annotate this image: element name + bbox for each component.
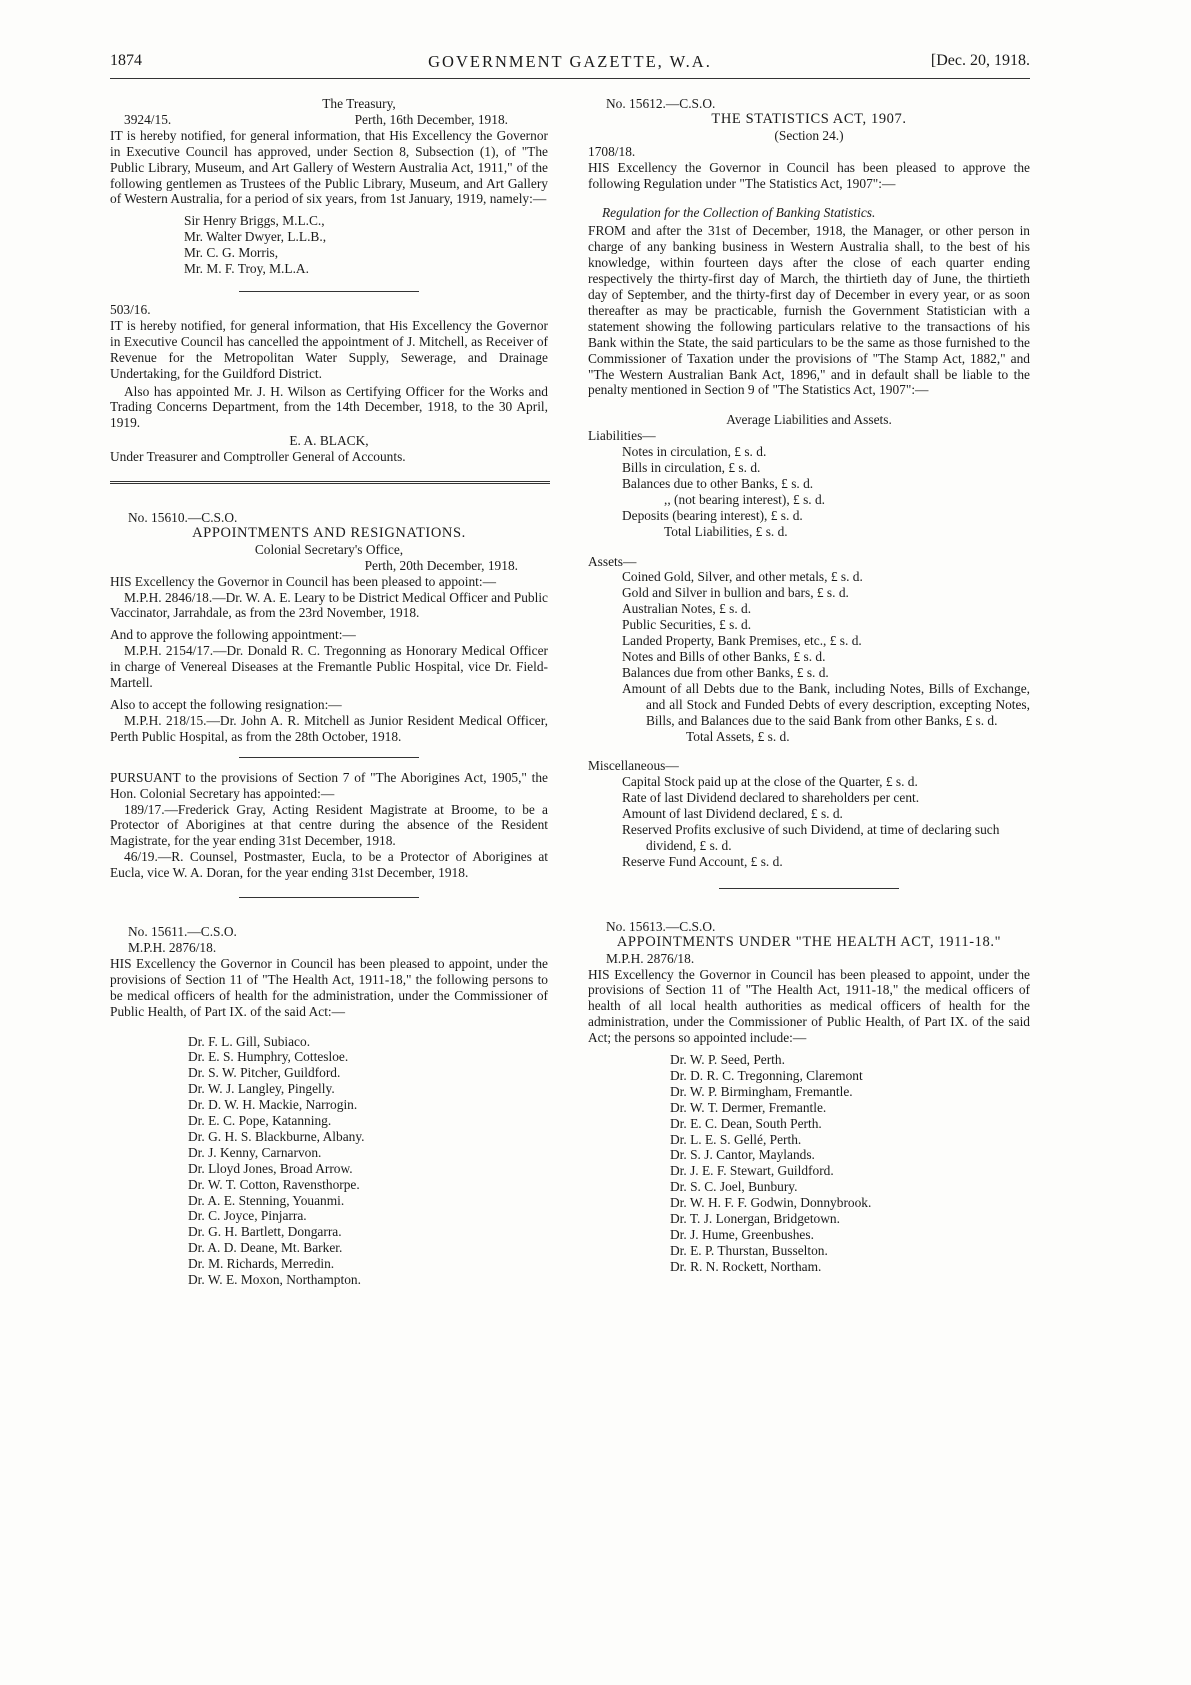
page-number: 1874	[110, 52, 142, 69]
doctor-entry: Dr. E. C. Dean, South Perth.	[670, 1115, 822, 1131]
doctor-entry: Dr. W. J. Langley, Pingelly.	[188, 1081, 335, 1097]
doctor-entry: Dr. J. Hume, Greenbushes.	[670, 1227, 814, 1242]
list-item: Landed Property, Bank Premises, etc., £ s. d.	[622, 633, 862, 649]
left-column	[110, 96, 548, 1288]
trustee-name: Sir Henry Briggs, M.L.C.,	[184, 213, 325, 229]
regulation-body: FROM and after the 31st of December, 1918, the Manager, or other person in charge of any banking business in Western Australia shall, to the best of his knowledge, within fourteen days after the close of each quarter ending respectively the thirty-first day of March, the thirtieth day of June, the thirtieth day of September, and the thirty-first day of December in every year, or as soon thereafter as may be practicable, furnish the Government Statistician with a statement showing the following particulars relative to the transactions of his Bank within the State, the said particulars to be the same as those furnished to the Commissioner of Taxation under the provisions of "The Stamp Act, 1882," and "The Western Australian Bank Act, 1896," and in default shall be liable to the penalty mentioned in Section 9 of "The Statistics Act, 1907":—	[588, 223, 1030, 398]
notice-ref: M.P.H. 2876/18.	[606, 950, 695, 966]
right-column	[588, 96, 1030, 1275]
appointment-item: 46/19.—R. Counsel, Postmaster, Eucla, to be a Protector of Aborigines at Eucla, vice W. A. Doran, for the year ending 31st December, 1918.	[110, 849, 548, 881]
statistics-intro: HIS Excellency the Governor in Council has been pleased to approve the following Regulation under "The Statistics Act, 1907":—	[588, 159, 1030, 191]
trustee-name: Mr. Walter Dwyer, L.L.B.,	[184, 229, 327, 245]
doctor-entry: Dr. E. S. Humphry, Cottesloe.	[188, 1049, 349, 1065]
doctor-entry: Dr. F. L. Gill, Subiaco.	[188, 1033, 311, 1049]
intro: And to approve the following appointment:—	[110, 627, 356, 643]
section-title: THE STATISTICS ACT, 1907.	[711, 110, 907, 127]
section-subtitle: (Section 24.)	[774, 127, 844, 143]
trustee-name: Mr. M. F. Troy, M.L.A.	[184, 261, 309, 277]
total-line: Total Assets, £ s. d.	[686, 728, 790, 744]
header-rule	[110, 78, 1030, 79]
misc-heading: Miscellaneous—	[588, 758, 679, 774]
section-title: APPOINTMENTS UNDER "THE HEALTH ACT, 1911-18."	[616, 933, 1002, 950]
notice-ref: M.P.H. 2876/18.	[128, 939, 217, 955]
section-divider	[239, 291, 419, 292]
list-item: Balances due to other Banks, £ s. d.	[622, 475, 814, 491]
list-item: ,, (not bearing interest), £ s. d.	[664, 491, 826, 507]
list-item: Amount of last Dividend declared, £ s. d.	[622, 806, 843, 822]
doctor-entry: Dr. W. T. Cotton, Ravensthorpe.	[188, 1176, 360, 1192]
list-item: Rate of last Dividend declared to shareholders per cent.	[622, 790, 920, 806]
total-line: Total Liabilities, £ s. d.	[664, 523, 788, 539]
section-title: APPOINTMENTS AND RESIGNATIONS.	[192, 524, 466, 541]
doctor-entry: Dr. S. J. Cantor, Maylands.	[670, 1147, 815, 1163]
list-item: Capital Stock paid up at the close of the Quarter, £ s. d.	[622, 774, 918, 790]
doctor-entry: Dr. G. H. Bartlett, Dongarra.	[188, 1224, 342, 1240]
notice-ref: 1708/18.	[588, 143, 636, 159]
doctor-entry: Dr. A. D. Deane, Mt. Barker.	[188, 1240, 343, 1256]
doctor-entry: Dr. W. E. Moxon, Northampton.	[188, 1272, 361, 1288]
treasury-notice-2: IT is hereby notified, for general information, that His Excellency the Governor in Executive Council has cancelled the appointment of J. Mitchell, as Receiver of Revenue for the Metropolitan Water Supply, Sewerage, and Drainage Undertaking, for the Guildford District.	[110, 317, 548, 381]
doctor-entry: Dr. J. E. F. Stewart, Guildford.	[670, 1163, 834, 1179]
appointment-item: M.P.H. 2154/17.—Dr. Donald R. C. Tregonning as Honorary Medical Officer in charge of Venereal Diseases at the Fremantle Public Hospital, vice Dr. Field-Martell.	[110, 643, 548, 691]
regulation-title: Regulation for the Collection of Banking Statistics.	[602, 205, 876, 221]
signatory: E. A. BLACK,	[289, 433, 369, 449]
list-item: Deposits (bearing interest), £ s. d.	[622, 507, 803, 523]
doctor-list	[110, 1034, 548, 1289]
list-item: Notes in circulation, £ s. d.	[622, 444, 767, 460]
doctor-entry: Dr. Lloyd Jones, Broad Arrow.	[188, 1160, 353, 1176]
list-item: Reserve Fund Account, £ s. d.	[622, 853, 783, 869]
place-date: Perth, 20th December, 1918.	[364, 557, 518, 573]
doctor-entry: Dr. C. Joyce, Pinjarra.	[188, 1208, 307, 1224]
list-item: Amount of all Debts due to the Bank, including Notes, Bills of Exchange, and all Stock and Funded Debts of every description, excepting Notes, Bills, and Balances due to the said Bank from other Banks, £ s. d.	[622, 680, 1030, 728]
doctor-list	[588, 1052, 1030, 1275]
misc-list	[588, 774, 1030, 869]
doctor-entry: Dr. E. C. Pope, Katanning.	[188, 1113, 332, 1129]
notice-number: No. 15612.—C.S.O.	[606, 96, 716, 111]
doctor-entry: Dr. W. H. F. F. Godwin, Donnybrook.	[670, 1195, 872, 1211]
doctor-entry: Dr. A. E. Stenning, Youanmi.	[188, 1192, 345, 1208]
page-header	[110, 52, 1030, 76]
issue-date: [Dec. 20, 1918.	[930, 52, 1030, 69]
aborigines-notice: PURSUANT to the provisions of Section 7 of "The Aborigines Act, 1905," the Hon. Colonial Secretary has appointed:—	[110, 769, 548, 801]
appointment-item: 189/17.—Frederick Gray, Acting Resident Magistrate at Broome, to be a Protector of Aborigines at that centre during the absence of the Resident Magistrate, for the year ending 31st December, 1918.	[110, 801, 548, 849]
treasury-ref-2: 503/16.	[110, 301, 151, 317]
doctor-entry: Dr. L. E. S. Gellé, Perth.	[670, 1131, 802, 1147]
trustee-list	[110, 213, 548, 277]
list-item: Bills in circulation, £ s. d.	[622, 460, 761, 476]
treasury-office: The Treasury,	[322, 96, 396, 111]
signatory-title: Under Treasurer and Comptroller General of Accounts.	[110, 449, 406, 465]
masthead: GOVERNMENT GAZETTE, W.A.	[428, 52, 712, 71]
treasury-notice-3: Also has appointed Mr. J. H. Wilson as Certifying Officer for the Works and Trading Concerns Department, from the 14th December, 1918, to the 30 April, 1919.	[110, 383, 548, 431]
doctor-entry: Dr. W. P. Birmingham, Fremantle.	[670, 1083, 853, 1099]
doctor-entry: Dr. G. H. S. Blackburne, Albany.	[188, 1128, 365, 1144]
treasury-ref: 3924/15.	[124, 111, 172, 127]
list-item: Coined Gold, Silver, and other metals, £ s. d.	[622, 569, 863, 585]
assets-heading: Assets—	[588, 553, 637, 569]
doctor-entry: Dr. J. Kenny, Carnarvon.	[188, 1144, 322, 1160]
trustee-name: Mr. C. G. Morris,	[184, 245, 279, 261]
appointment-item: M.P.H. 2846/18.—Dr. W. A. E. Leary to be District Medical Officer and Public Vaccinator, Jarrahdale, as from the 23rd November, 1918.	[110, 589, 548, 621]
health-notice: HIS Excellency the Governor in Council has been pleased to appoint, under the provisions of Section 11 of "The Health Act, 1911-18," the medical officers of health of all local health authorities as medical officers of health for the administration, under the Commissioner of Public Health, of Part IX. of the said Act; the persons so appointed include:—	[588, 966, 1030, 1046]
list-item: Public Securities, £ s. d.	[622, 617, 752, 633]
doctor-entry: Dr. W. P. Seed, Perth.	[670, 1052, 785, 1068]
list-item: Balances due from other Banks, £ s. d.	[622, 664, 829, 680]
intro: Also to accept the following resignation:—	[110, 697, 342, 712]
doctor-entry: Dr. T. J. Lonergan, Bridgetown.	[670, 1211, 840, 1227]
section-divider	[239, 897, 419, 898]
list-item: Gold and Silver in bullion and bars, £ s. d.	[622, 585, 849, 601]
assets-list	[588, 569, 1030, 744]
doctor-entry: Dr. W. T. Dermer, Fremantle.	[670, 1099, 827, 1115]
doctor-entry: Dr. E. P. Thurstan, Busselton.	[670, 1242, 828, 1258]
doctor-entry: Dr. D. W. H. Mackie, Narrogin.	[188, 1097, 358, 1113]
doctor-entry: Dr. M. Richards, Merredin.	[188, 1256, 335, 1272]
list-item: Australian Notes, £ s. d.	[622, 601, 752, 617]
section-divider	[110, 483, 550, 484]
liabilities-list	[588, 444, 1030, 539]
section-divider	[239, 757, 419, 758]
doctor-entry: Dr. D. R. C. Tregonning, Claremont	[670, 1067, 863, 1083]
table-title: Average Liabilities and Assets.	[726, 412, 892, 428]
doctor-entry: Dr. S. C. Joel, Bunbury.	[670, 1179, 798, 1195]
office: Colonial Secretary's Office,	[254, 541, 404, 557]
notice-number: No. 15611.—C.S.O.	[128, 924, 237, 940]
liabilities-heading: Liabilities—	[588, 428, 656, 444]
treasury-ref-row	[110, 112, 548, 128]
treasury-notice: IT is hereby notified, for general information, that His Excellency the Governor in Executive Council has approved, under Section 8, Subsection (1), of "The Public Library, Museum, and Art Gallery of Western Australia Act, 1911," of the following gentlemen as Trustees of the Public Library, Museum, and Art Gallery of Western Australia, for a period of six years, from 1st January, 1919, namely:—	[110, 127, 548, 207]
notice-number: No. 15610.—C.S.O.	[128, 510, 238, 526]
doctor-entry: Dr. R. N. Rockett, Northam.	[670, 1258, 822, 1274]
health-notice: HIS Excellency the Governor in Council has been pleased to appoint, under the provisions of Section 11 of "The Health Act, 1911-18," the following persons to be medical officers of health for the administration, under the Commissioner of Public Health, of Part IX. of the said Act:—	[110, 955, 548, 1019]
treasury-place-date: Perth, 16th December, 1918.	[354, 111, 508, 127]
notice-number: No. 15613.—C.S.O.	[606, 918, 716, 934]
section-divider	[719, 888, 899, 889]
doctor-entry: Dr. S. W. Pitcher, Guildford.	[188, 1065, 341, 1081]
section-divider	[110, 481, 550, 482]
intro: HIS Excellency the Governor in Council has been pleased to appoint:—	[110, 573, 496, 589]
resignation-item: M.P.H. 218/15.—Dr. John A. R. Mitchell as Junior Resident Medical Officer, Perth Public Hospital, as from the 28th October, 1918.	[110, 712, 548, 744]
list-item: Reserved Profits exclusive of such Dividend, at time of declaring such dividend, £ s. d.	[622, 822, 1000, 853]
list-item: Notes and Bills of other Banks, £ s. d.	[622, 649, 826, 664]
